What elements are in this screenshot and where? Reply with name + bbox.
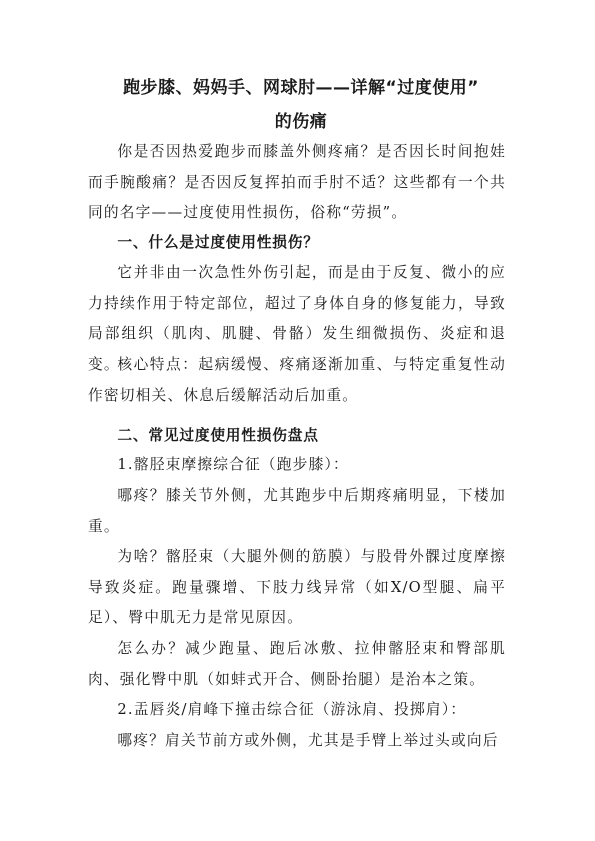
item-2-title: 2.盂唇炎/肩峰下撞击综合征（游泳肩、投掷肩）： [117,701,467,718]
definition-paragraph: 它并非由一次急性外伤引起，而是由于反复、微小的应力持续作用于特定部位，超过了身体自身的修复能力，导致局部组织（肌肉、肌腱、骨骼）发生细微损伤、炎症和退变。 [88,264,506,373]
document-title-line-2: 的伤痛 [274,112,328,132]
item-1-where-paragraph: 哪疼？膝关节外侧，尤其跑步中后期疼痛明显，下楼加重。 [88,487,506,535]
item-2-where-paragraph: 哪疼？肩关节前方或外侧，尤其是手臂上举过头或向后 [117,732,499,749]
item-1-title: 1.髂胫束摩擦综合征（跑步膝）： [117,456,349,473]
item-1-how-paragraph: 怎么办？减少跑量、跑后冰敷、拉伸髂胫束和臀部肌肉、强化臀中肌（如蚌式开合、侧卧抬腿）是治本之策。 [88,640,506,688]
item-1-why-paragraph: 为啥？髂胫束（大腿外侧的筋膜）与股骨外髁过度摩擦导致炎症。跑量骤增、下肢力线异常（如X/O型腿、扁平足）、臀中肌无力是常见原因。 [88,548,506,627]
core-features-paragraph: 核心特点：起病缓慢、疼痛逐渐加重、与特定重复性动作密切相关、休息后缓解活动后加重。 [88,356,506,404]
intro-paragraph: 你是否因热爱跑步而膝盖外侧疼痛？是否因长时间抱娃而手腕酸痛？是否因反复挥拍而手肘不适？这些都有一个共同的名字——过度使用性损伤，俗称“劳损”。 [88,143,506,222]
section-1-heading: 一、什么是过度使用性损伤？ [117,234,319,251]
document-title-line-1: 跑步膝、妈妈手、网球肘——详解“过度使用” [123,78,479,98]
section-2-heading: 二、常见过度使用性损伤盘点 [117,427,319,444]
